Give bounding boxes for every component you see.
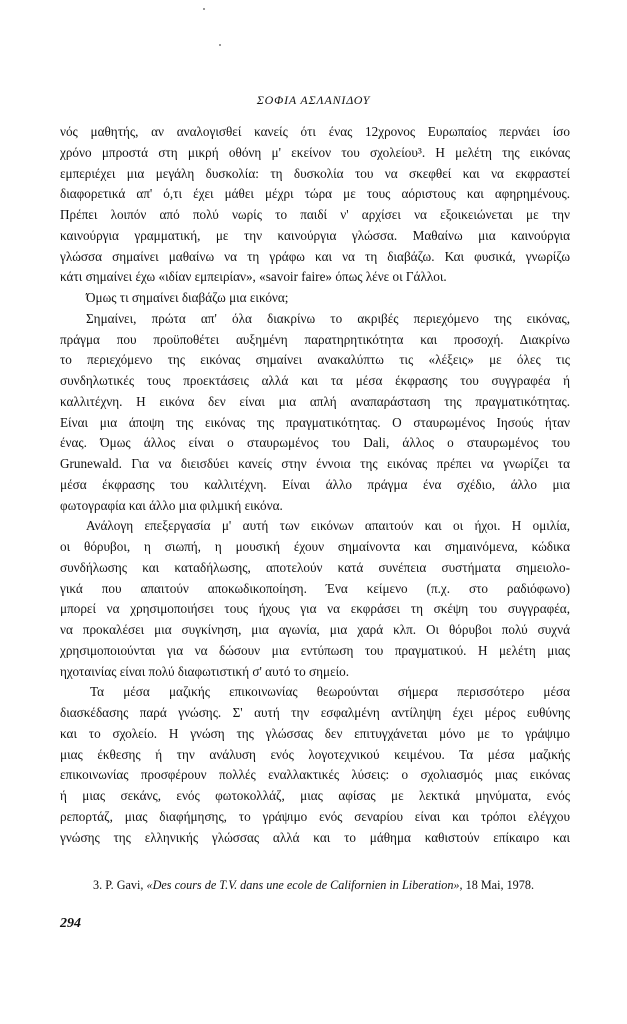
text-line: νός μαθητής, αν αναλογισθεί κανείς ότι ένας 12χρονος Ευρωπαίος περνάει ίσο <box>60 124 570 139</box>
text-line: ή μιας σεκάνς, ενός φωτοκολλάζ, μιας αφίσας με λεκτικά μηνύματα, ενός <box>60 788 570 803</box>
text-line: διασκέδασης παρά γνώσης. Σ' αυτή την εσφαλμένη αντίληψη έχει μέρος ευθύνης <box>60 705 570 720</box>
text-line: πράγμα που προϋποθέτει αυξημένη παρατηρητικότητα και προσοχή. Διακρίνω <box>60 331 570 347</box>
footnote-title: «Des cours de T.V. dans une ecole de Californien in Liberation», <box>146 878 463 892</box>
text-line: μιας έκθεσης ή την ανάλυση ενός λογοτεχνικού κειμένου. Τα μέσα μαζικής <box>60 746 570 762</box>
text-line: Grunewald. Για να διεισδύει κανείς στην έννοια της εικόνας πρέπει να γνωρίζει τα <box>60 456 570 471</box>
text-line: γικά που απαιτούν αποκωδικοποίηση. Ένα κείμενο (π.χ. στο ραδιόφωνο) <box>60 580 570 596</box>
text-line: να προκαλέσει μια συγκίνηση, μια αγωνία, μια χαρά κλπ. Οι θόρυβοι πολύ συχνά <box>60 622 570 637</box>
text-line: χρησιμοποιούνται για να δώσουν μια εντύπωση του πραγματικού. Η μελέτη μιας <box>60 642 570 658</box>
text-line: διαφορετικά απ' ό,τι έχει μάθει μέχρι τώρα με τους αόριστους και αφηρημένους. <box>60 186 570 202</box>
text-line: οι θόρυβοι, η σιωπή, η μουσική έχουν σημαίνοντα και σημαινόμενα, κώδικα <box>60 539 570 554</box>
text-line: γνώσης της ελληνικής γλώσσας αλλά και το μάθημα καθιστούν επίκαιρο και <box>60 829 570 845</box>
footnote <box>0 878 627 893</box>
text-line: συνδήλωσης και καταδήλωσης, αποτελούν κατά συνέπεια συστήματα σημειολο- <box>60 559 570 575</box>
text-line: ρεπορτάζ, μιας διαφήμησης, το γράψιμο ενός σεναρίου είναι και τρόποι ελέγχου <box>60 808 570 824</box>
footnote-author: P. Gavi, <box>105 878 144 892</box>
scan-speck <box>219 44 221 46</box>
body-text <box>60 122 570 848</box>
text-line: επικοινωνίας προσφέρουν πολλές εναλλακτικές λύσεις: ο σχολιασμός μιας εικόνας <box>60 767 570 783</box>
text-line: ένας. Όμως άλλος είναι ο σταυρωμένος του Dali, άλλος ο σταυρωμένος του <box>60 435 570 451</box>
text-line: καινούργια γραμματική, με την καινούργια γλώσσα. Μαθαίνω μια καινούργια <box>60 227 570 243</box>
text-line: ηχοταινίας είναι πολύ διαφωτιστική σ' αυτό το σημείο. <box>60 663 350 679</box>
footnote-date: 18 Mai, 1978. <box>465 878 534 892</box>
text-line: Όμως τι σημαίνει διαβάζω μια εικόνα; <box>86 290 289 305</box>
text-line: Πρέπει λοιπόν από πολύ νωρίς το παιδί ν' αρχίσει να εξοικειώνεται με την <box>60 207 570 222</box>
text-line: χρόνο μπροστά στη μικρή οθόνη μ' εκείνον του σχολείου³. Η μελέτη της εικόνας <box>60 144 570 160</box>
text-line: Τα μέσα μαζικής επικοινωνίας θεωρούνται σήμερα περισσότερο μέσα <box>90 684 570 700</box>
text-line: Ανάλογη επεξεργασία μ' αυτή των εικόνων απαιτούν και οι ήχοι. Η ομιλία, <box>86 518 570 534</box>
text-line: γλώσσα σημαίνει μαθαίνω να τη γράφω και να τη διαβάζω. Και φυσικά, γνωρίζω <box>60 248 570 264</box>
text-line: κάτι σημαίνει έχω «ιδίαν εμπειρίαν», «savoir faire» όπως λένε οι Γάλλοι. <box>60 269 447 285</box>
text-line: φωτογραφία και άλλο μια φιλμική εικόνα. <box>60 497 283 513</box>
text-line: Σημαίνει, πρώτα απ' όλα διακρίνω το ακριβές περιεχόμενο της εικόνας, <box>86 310 570 326</box>
page-number: 294 <box>60 916 81 931</box>
text-line: μέσα έκφρασης του καλλιτέχνη. Είναι άλλο πράγμα ένα σχέδιο, άλλο μια <box>60 476 570 492</box>
footnote-number: 3. <box>93 878 103 892</box>
running-header: ΣΟΦΙΑ ΑΣΛΑΝΙΔΟΥ <box>256 93 371 107</box>
text-line: συνδηλωτικές τους προεκτάσεις αλλά και τα μέσα έκφρασης του συγγραφέα ή <box>60 373 570 388</box>
text-line: το περιεχόμενο της εικόνας σημαίνει ανακαλύπτω τις «λέξεις» με όλες τις <box>60 352 570 368</box>
text-line: εμπεριέχει μια μεγάλη δυσκολία: τη δυσκολία του να σκεφθεί και να εκφραστεί <box>60 165 570 181</box>
text-line: μπορεί να χρησιμοποιήσει τους ήχους για να εκφράσει τη σκέψη του συγγραφέα, <box>60 601 570 617</box>
scan-speck <box>203 8 205 10</box>
text-line: και το σχολείο. Η γνώση της γλώσσας δεν επιτυγχάνεται μόνο με το γράψιμο <box>60 725 570 741</box>
text-line: καλλιτέχνη. Η εικόνα δεν είναι μια απλή αναπαράσταση της πραγματικότητας. <box>60 393 570 409</box>
text-line: Είναι μια άποψη της εικόνας της πραγματικότητας. Ο σταυρωμένος Ιησούς ήταν <box>60 414 570 430</box>
